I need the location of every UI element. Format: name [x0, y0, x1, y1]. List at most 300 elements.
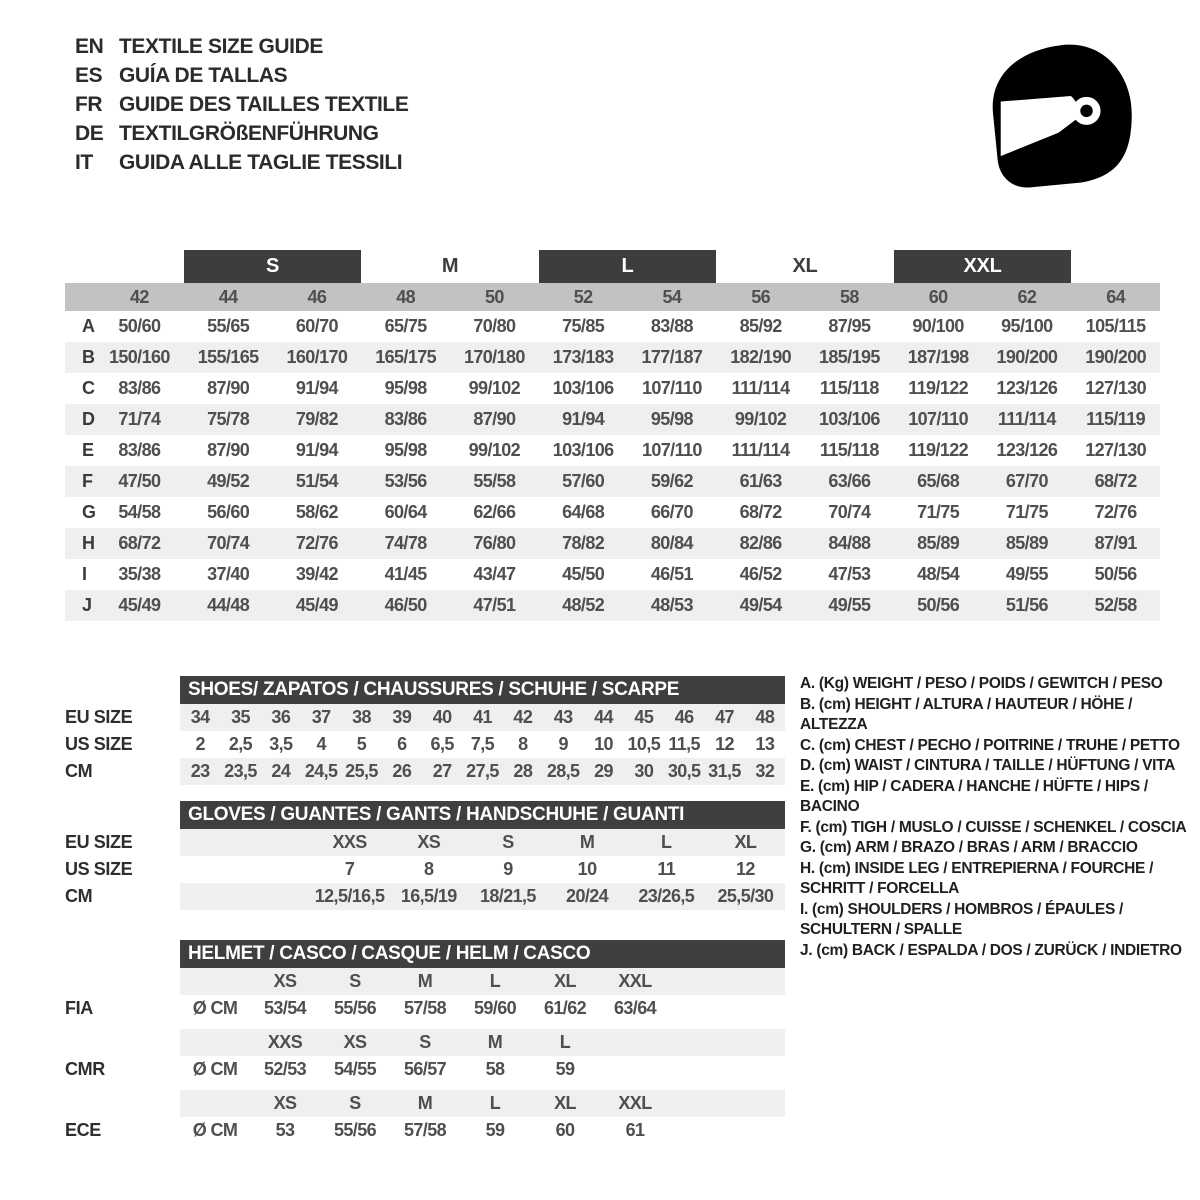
numeric-size-header-cell: 64: [1106, 286, 1126, 307]
standard-label: FIA: [65, 998, 93, 1018]
measure-value-cell: 48/54: [917, 564, 960, 584]
measure-value-cell: 71/75: [1005, 502, 1048, 522]
measure-value-cell: 99/102: [468, 378, 521, 398]
helmet-size-cell: 59: [555, 1059, 575, 1079]
measure-value-cell: 49/52: [207, 471, 250, 491]
measure-value-cell: 57/60: [562, 471, 605, 491]
row-label: I: [82, 564, 88, 584]
helmet-size-cell: XS: [273, 971, 297, 991]
helmet-size-cell: 58: [485, 1059, 505, 1079]
helmet-size-cell: M: [417, 1093, 433, 1113]
shoes-eu-row: [65, 704, 785, 731]
textile-size-table: [65, 250, 1160, 621]
measure-value-cell: 43/47: [473, 564, 516, 584]
numeric-size-header-cell: 62: [1017, 286, 1037, 307]
measure-value-cell: 68/72: [739, 502, 782, 522]
shoe-size-cell: 28,5: [546, 761, 580, 781]
measure-value-cell: 72/76: [295, 533, 338, 553]
numeric-size-header-cell: 50: [484, 286, 504, 307]
measure-value-cell: 103/106: [552, 378, 614, 398]
measure-row-b: [65, 342, 1160, 373]
accessory-tables: [65, 676, 785, 1144]
measure-value-cell: 44/48: [207, 595, 250, 615]
guide-title: GUIDE DES TAILLES TEXTILE: [119, 92, 409, 116]
helmet-size-cell: L: [489, 971, 501, 991]
measure-value-cell: 83/86: [384, 409, 427, 429]
shoe-size-cell: 4: [316, 734, 326, 754]
row-label: D: [82, 409, 95, 429]
measure-value-cell: 71/75: [917, 502, 960, 522]
glove-size-cell: 11: [657, 859, 676, 879]
shoe-size-cell: 27,5: [466, 761, 499, 781]
shoe-size-cell: 27: [432, 761, 452, 781]
shoes-cm-values: [180, 758, 785, 785]
guide-title: TEXTILGRÖßENFÜHRUNG: [119, 121, 379, 145]
shoes-table: [65, 676, 785, 785]
measure-value-cell: 41/45: [384, 564, 427, 584]
numeric-size-header-cell: 48: [396, 286, 416, 307]
measure-value-cell: 70/80: [473, 316, 516, 336]
helmet-size-cell: 56/57: [403, 1059, 447, 1079]
measure-value-cell: 49/55: [1005, 564, 1048, 584]
measure-value-cell: 76/80: [473, 533, 516, 553]
helmet-size-cell: 57/58: [403, 1120, 447, 1140]
unit-spacer: [180, 1090, 250, 1117]
measure-value-cell: 123/126: [996, 378, 1058, 398]
measure-value-cell: 75/78: [207, 409, 250, 429]
measure-value-cell: 91/94: [295, 378, 338, 398]
helmet-size-cell: XL: [554, 971, 576, 991]
measure-row-d: [65, 404, 1160, 435]
helmet-table-title: HELMET / CASCO / CASQUE / HELM / CASCO: [180, 940, 785, 968]
helmet-size-cell: L: [489, 1093, 501, 1113]
helmet-size-cell: S: [349, 971, 361, 991]
shoe-size-cell: 34: [190, 707, 210, 727]
helmet-size-cell: M: [417, 971, 433, 991]
legend-item: B. (cm) HEIGHT / ALTURA / HAUTEUR / HÖHE / ALTEZZA: [800, 695, 1133, 733]
shoe-size-cell: 11,5: [668, 734, 700, 754]
measure-value-cell: 95/98: [384, 440, 427, 460]
measure-value-cell: 123/126: [996, 440, 1058, 460]
language-row-de: [75, 119, 408, 148]
size-group-l: L: [539, 250, 717, 283]
measure-value-cell: 48/53: [650, 595, 693, 615]
measure-value-cell: 99/102: [468, 440, 521, 460]
size-group-header-row: [65, 250, 1160, 283]
glove-size-cell: 8: [424, 859, 434, 879]
measure-row-c: [65, 373, 1160, 404]
language-row-es: [75, 61, 408, 90]
helmet-size-cell: L: [559, 1032, 571, 1052]
measure-row-g: [65, 497, 1160, 528]
measure-row-h: [65, 528, 1160, 559]
glove-size-cell: 7: [344, 859, 355, 879]
helmet-size-cell: S: [349, 1093, 361, 1113]
gloves-cm-row: [65, 883, 785, 910]
guide-title: GUIDA ALLE TAGLIE TESSILI: [119, 150, 403, 174]
measure-row-e: [65, 435, 1160, 466]
helmet-size-cell: 57/58: [403, 998, 447, 1018]
measure-value-cell: 127/130: [1085, 378, 1147, 398]
helmet-size-cell: XS: [343, 1032, 367, 1052]
measure-value-cell: 87/95: [828, 316, 871, 336]
measure-value-cell: 62/66: [473, 502, 516, 522]
cmr-size-labels: [180, 1029, 785, 1056]
shoe-size-cell: 13: [755, 734, 775, 754]
shoe-size-cell: 9: [558, 734, 568, 754]
shoe-size-cell: 28: [513, 761, 533, 781]
measure-value-cell: 78/82: [562, 533, 605, 553]
legend-item: H. (cm) INSIDE LEG / ENTREPIERNA / FOURCHE / SCHRITT / FORCELLA: [800, 859, 1154, 897]
shoe-size-cell: 6,5: [430, 734, 454, 754]
gloves-table: [65, 801, 785, 910]
measure-value-cell: 127/130: [1085, 440, 1147, 460]
measure-value-cell: 115/119: [1086, 409, 1146, 429]
helmet-size-cell: 60: [555, 1120, 575, 1140]
helmet-size-cell: 59/60: [473, 998, 517, 1018]
measure-value-cell: 150/160: [108, 347, 170, 367]
unit-spacer: [180, 1029, 250, 1056]
numeric-size-header-cell: 56: [751, 286, 771, 307]
measure-value-cell: 58/62: [295, 502, 338, 522]
measure-value-cell: 61/63: [739, 471, 782, 491]
helmet-size-cell: 54/55: [333, 1059, 377, 1079]
helmet-size-cell: XXL: [618, 971, 652, 991]
shoe-size-cell: 41: [473, 707, 492, 727]
row-label: A: [82, 316, 95, 336]
shoe-size-cell: 2: [195, 734, 205, 754]
shoes-us-values: [180, 731, 785, 758]
legend-item: C. (cm) CHEST / PECHO / POITRINE / TRUHE / PETTO: [800, 736, 1180, 754]
measure-value-cell: 46/52: [739, 564, 782, 584]
shoe-size-cell: 37: [311, 707, 331, 727]
glove-size-cell: 12: [735, 859, 755, 879]
unit-spacer: [180, 968, 250, 995]
measure-value-cell: 53/56: [384, 471, 427, 491]
ece-size-labels: [180, 1090, 785, 1117]
language-code: IT: [75, 150, 93, 174]
shoe-size-cell: 23,5: [224, 761, 257, 781]
measure-value-cell: 68/72: [1094, 471, 1137, 491]
helmet-fia-sizes-row: [65, 968, 785, 995]
glove-size-cell: 9: [503, 859, 513, 879]
measure-value-cell: 107/110: [641, 378, 702, 398]
measure-row-j: [65, 590, 1160, 621]
measure-value-cell: 47/53: [828, 564, 871, 584]
measure-value-cell: 84/88: [828, 533, 871, 553]
measurement-legend: [800, 674, 1192, 961]
shoe-size-cell: 38: [352, 707, 371, 727]
measure-value-cell: 70/74: [828, 502, 871, 522]
measure-value-cell: 75/85: [562, 316, 605, 336]
glove-size-cell: M: [579, 832, 595, 852]
measure-value-cell: 115/118: [819, 440, 879, 460]
shoe-size-cell: 7,5: [470, 734, 495, 754]
row-label: C: [82, 378, 95, 398]
glove-size-cell: 18/21,5: [479, 886, 536, 906]
helmet-size-cell: XS: [273, 1093, 297, 1113]
measure-value-cell: 39/42: [295, 564, 338, 584]
shoe-size-cell: 30,5: [667, 761, 701, 781]
measure-value-cell: 87/90: [207, 440, 250, 460]
glove-size-cell: 25,5/30: [717, 886, 774, 906]
helmet-cmr-values-row: [65, 1056, 785, 1083]
legend-item: G. (cm) ARM / BRAZO / BRAS / ARM / BRACCIO: [800, 839, 1138, 856]
measure-value-cell: 99/102: [734, 409, 787, 429]
shoe-size-cell: 25,5: [345, 761, 378, 781]
measure-value-cell: 187/198: [907, 347, 969, 367]
measure-value-cell: 85/89: [1005, 533, 1048, 553]
row-label: CM: [65, 761, 93, 781]
measure-value-cell: 49/55: [828, 595, 871, 615]
shoe-size-cell: 44: [594, 707, 613, 727]
row-label: [65, 1090, 180, 1117]
diameter-unit: Ø CM: [192, 1120, 238, 1140]
shoes-table-title: SHOES/ ZAPATOS / CHAUSSURES / SCHUHE / SCARPE: [180, 676, 785, 704]
shoe-size-cell: 36: [271, 707, 291, 727]
measure-value-cell: 87/90: [473, 409, 516, 429]
measure-value-cell: 47/51: [473, 595, 516, 615]
glove-size-cell: S: [502, 832, 514, 852]
measure-value-cell: 52/58: [1094, 595, 1137, 615]
shoe-size-cell: 48: [755, 707, 775, 727]
measure-value-cell: 70/74: [207, 533, 250, 553]
shoe-size-cell: 26: [392, 761, 412, 781]
measure-value-cell: 55/65: [207, 316, 250, 336]
measure-value-cell: 51/54: [295, 471, 338, 491]
measure-value-cell: 45/49: [295, 595, 338, 615]
measure-value-cell: 45/49: [118, 595, 161, 615]
size-group-xl: XL: [792, 255, 818, 277]
measure-row-i: [65, 559, 1160, 590]
measure-value-cell: 115/118: [819, 378, 879, 398]
row-label: F: [82, 471, 93, 491]
measure-value-cell: 48/52: [562, 595, 605, 615]
measure-value-cell: 95/98: [384, 378, 427, 398]
row-label: EU SIZE: [65, 707, 133, 727]
glove-size-cell: XL: [734, 832, 757, 852]
measure-value-cell: 91/94: [295, 440, 338, 460]
helmet-size-cell: 63/64: [613, 998, 657, 1018]
measure-row-f: [65, 466, 1160, 497]
measure-value-cell: 83/88: [650, 316, 693, 336]
shoe-size-cell: 24,5: [304, 761, 338, 781]
measure-value-cell: 119/122: [908, 378, 969, 398]
helmet-fia-values-row: [65, 995, 785, 1022]
language-code: ES: [75, 63, 103, 87]
measure-value-cell: 105/115: [1085, 316, 1146, 336]
gloves-eu-values: [180, 829, 785, 856]
numeric-size-header-cell: 46: [307, 286, 327, 307]
glove-size-cell: 12,5/16,5: [314, 886, 385, 906]
measure-value-cell: 177/187: [641, 347, 703, 367]
numeric-size-header-cell: 54: [662, 286, 682, 307]
measure-value-cell: 103/106: [552, 440, 614, 460]
measure-value-cell: 83/86: [118, 378, 161, 398]
gloves-eu-row: [65, 829, 785, 856]
measure-value-cell: 111/114: [731, 378, 790, 398]
helmet-size-cell: XXS: [267, 1032, 303, 1052]
shoe-size-cell: 2,5: [228, 734, 253, 754]
measure-value-cell: 45/50: [562, 564, 605, 584]
legend-item: F. (cm) TIGH / MUSLO / CUISSE / SCHENKEL / COSCIA: [800, 818, 1187, 836]
row-label: US SIZE: [65, 734, 133, 754]
language-code: EN: [75, 34, 104, 58]
language-code: FR: [75, 92, 103, 116]
measure-value-cell: 185/195: [818, 347, 880, 367]
row-label: EU SIZE: [65, 832, 133, 852]
measure-value-cell: 66/70: [650, 502, 693, 522]
measure-value-cell: 182/190: [730, 347, 792, 367]
measure-value-cell: 190/200: [1085, 347, 1147, 367]
measure-value-cell: 190/200: [996, 347, 1058, 367]
shoe-size-cell: 12: [715, 734, 734, 754]
size-group-s: S: [184, 250, 362, 283]
legend-item: D. (cm) WAIST / CINTURA / TAILLE / HÜFTUNG / VITA: [800, 757, 1176, 774]
measure-value-cell: 173/183: [552, 347, 614, 367]
language-row-it: [75, 148, 408, 177]
glove-size-cell: 16,5/19: [400, 886, 457, 906]
language-row-en: [75, 32, 408, 61]
fia-size-labels: [180, 968, 785, 995]
measure-value-cell: 119/122: [908, 440, 969, 460]
row-label: [65, 1029, 180, 1056]
measure-value-cell: 35/38: [118, 564, 161, 584]
helmet-size-cell: S: [419, 1032, 431, 1052]
helmet-size-cell: 53: [275, 1120, 295, 1140]
measure-value-cell: 63/66: [828, 471, 871, 491]
helmet-size-cell: 53/54: [263, 998, 307, 1018]
helmet-size-cell: 61/62: [543, 998, 587, 1018]
measure-value-cell: 170/180: [463, 347, 525, 367]
measure-value-cell: 65/68: [917, 471, 960, 491]
shoe-size-cell: 35: [231, 707, 250, 727]
helmet-size-cell: 59: [485, 1120, 505, 1140]
legend-item: J. (cm) BACK / ESPALDA / DOS / ZURÜCK / INDIETRO: [800, 941, 1182, 959]
shoe-size-cell: 10,5: [627, 734, 661, 754]
glove-size-cell: XXS: [332, 832, 367, 852]
language-code: DE: [75, 121, 104, 145]
measure-value-cell: 107/110: [641, 440, 702, 460]
shoe-size-cell: 8: [518, 734, 528, 754]
row-label: E: [82, 440, 95, 460]
measure-value-cell: 50/60: [118, 316, 161, 336]
size-group-xxl: XXL: [894, 250, 1072, 283]
measure-value-cell: 165/175: [375, 347, 437, 367]
numeric-size-header-cell: 44: [218, 286, 238, 307]
legend-item: I. (cm) SHOULDERS / HOMBROS / ÉPAULES / SCHULTERN / SPALLE: [800, 900, 1124, 938]
shoe-size-cell: 46: [674, 707, 694, 727]
measure-value-cell: 55/58: [473, 471, 516, 491]
numeric-size-header-cell: 52: [573, 286, 593, 307]
helmet-size-cell: XXL: [618, 1093, 652, 1113]
helmet-ece-sizes-row: [65, 1090, 785, 1117]
helmet-size-cell: M: [487, 1032, 503, 1052]
helmet-size-cell: 55/56: [333, 1120, 377, 1140]
ece-values: [180, 1117, 785, 1144]
row-label: J: [82, 595, 93, 615]
measure-value-cell: 111/114: [731, 440, 790, 460]
helmet-ece-values-row: [65, 1117, 785, 1144]
measure-value-cell: 85/92: [739, 316, 782, 336]
numeric-size-header-cell: 58: [839, 286, 859, 307]
row-label: G: [82, 502, 97, 522]
shoe-size-cell: 30: [634, 761, 654, 781]
shoes-cm-row: [65, 758, 785, 785]
diameter-unit: Ø CM: [192, 1059, 238, 1079]
gloves-us-values: [180, 856, 785, 883]
measure-value-cell: 72/76: [1094, 502, 1137, 522]
measure-value-cell: 95/100: [1001, 316, 1053, 336]
gloves-cm-values: [180, 883, 785, 910]
shoe-size-cell: 47: [715, 707, 734, 727]
language-title-block: [75, 32, 408, 177]
helmet-cmr-sizes-row: [65, 1029, 785, 1056]
measure-value-cell: 67/70: [1005, 471, 1048, 491]
shoe-size-cell: 5: [356, 734, 367, 754]
helmet-size-cell: 55/56: [333, 998, 377, 1018]
shoes-eu-values: [180, 704, 785, 731]
measure-value-cell: 50/56: [1094, 564, 1137, 584]
measure-value-cell: 65/75: [384, 316, 427, 336]
shoe-size-cell: 39: [392, 707, 412, 727]
gloves-us-row: [65, 856, 785, 883]
measure-value-cell: 87/90: [207, 378, 250, 398]
cmr-values: [180, 1056, 785, 1083]
measure-value-cell: 54/58: [118, 502, 161, 522]
measure-value-cell: 51/56: [1005, 595, 1048, 615]
legend-item: A. (Kg) WEIGHT / PESO / POIDS / GEWITCH / PESO: [800, 675, 1163, 692]
shoes-us-row: [65, 731, 785, 758]
fia-values: [180, 995, 785, 1022]
shoe-size-cell: 32: [755, 761, 775, 781]
header-spacer: [65, 283, 95, 311]
diameter-unit: Ø CM: [192, 998, 238, 1018]
shoe-size-cell: 10: [594, 734, 613, 754]
shoe-size-cell: 29: [594, 761, 613, 781]
size-group-m: M: [441, 255, 459, 277]
numeric-size-header-row: [65, 283, 1160, 311]
measure-value-cell: 95/98: [650, 409, 693, 429]
measure-value-cell: 91/94: [562, 409, 605, 429]
measure-value-cell: 64/68: [562, 502, 605, 522]
measure-value-cell: 83/86: [118, 440, 161, 460]
measure-value-cell: 50/56: [917, 595, 960, 615]
guide-title: TEXTILE SIZE GUIDE: [119, 34, 323, 58]
measure-value-cell: 79/82: [295, 409, 338, 429]
row-label: H: [82, 533, 95, 553]
measure-value-cell: 60/70: [295, 316, 338, 336]
glove-size-cell: 10: [577, 859, 597, 879]
glove-size-cell: XS: [417, 832, 441, 852]
row-label: [65, 968, 180, 995]
measure-value-cell: 155/165: [197, 347, 259, 367]
gloves-table-title: GLOVES / GUANTES / GANTS / HANDSCHUHE / GUANTI: [180, 801, 785, 829]
helmet-table: [65, 940, 785, 1144]
measure-value-cell: 46/51: [650, 564, 693, 584]
measure-value-cell: 87/91: [1094, 533, 1137, 553]
measure-value-cell: 103/106: [818, 409, 880, 429]
shoe-size-cell: 42: [513, 707, 533, 727]
measure-value-cell: 90/100: [912, 316, 964, 336]
helmet-size-cell: 52/53: [263, 1059, 307, 1079]
numeric-size-header-cell: 60: [928, 286, 948, 307]
language-row-fr: [75, 90, 408, 119]
measure-value-cell: 46/50: [384, 595, 427, 615]
measure-value-cell: 37/40: [207, 564, 250, 584]
shoe-size-cell: 24: [271, 761, 291, 781]
row-label: CM: [65, 886, 93, 906]
